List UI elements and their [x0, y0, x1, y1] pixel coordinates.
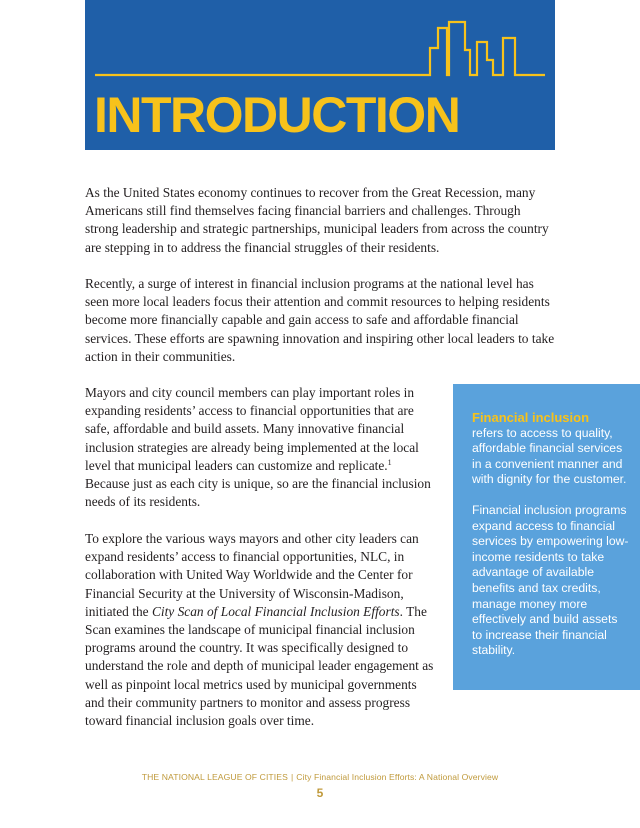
intro-paragraph-4 — [85, 530, 437, 730]
intro-paragraph-1: As the United States economy continues to recover from the Great Recession, many Americans still find themselves facing financial barriers and challenges. Through strong leadership and strategic partnerships, municipal leaders from across the country are stepping in to address the financial struggles of their residents. — [85, 185, 549, 255]
intro-paragraph-3 — [85, 384, 437, 511]
header-banner — [85, 0, 555, 150]
paragraph-3-text: Mayors and city council members can play important roles in expanding residents’ access to financial opportunities that are safe, affordable and build assets. Many innovative financial inclusion strategies are already being implemented at the local level that municipal leaders can customize and replicate. — [85, 385, 419, 473]
footnote-marker: 1 — [387, 457, 392, 467]
paragraph-3-text-continued: Because just as each city is unique, so are the financial inclusion needs of its residents. — [85, 476, 431, 510]
report-title: City Scan of Local Financial Inclusion Efforts — [151, 603, 400, 619]
paragraph-4-text: To explore the various ways mayors and other city leaders can expand residents’ access to financial opportunities, NLC, in collaboration with United Way Worldwide and the Center for Financial Security at the University of Wisconsin-Madison, initiated the — [85, 531, 419, 619]
intro-paragraph-2: Recently, a surge of interest in financial inclusion programs at the national level has seen more local leaders focus their attention and commit resources to helping residents become more financially capable and gain access to safe and affordable financial services. These efforts are spawning innovation and inspiring other local leaders to take action in their communities. — [85, 276, 555, 364]
page-title: INTRODUCTION — [94, 87, 460, 143]
paragraph-4-text-continued: . The Scan examines the landscape of municipal financial inclusion programs around the country. It was specifically designed to understand the role and depth of municipal leader engagement as well as pinpoint local metrics used by municipal governments and their community partners to monitor and assess progress toward financial inclusion goals over time. — [85, 603, 434, 729]
definition-block — [472, 410, 630, 488]
footer-separator: | — [290, 772, 294, 782]
sidebar-paragraph: Financial inclusion programs expand access to financial services by empowering low-income residents to take advantage of available benefits and tax credits, manage money more effectively and build assets to increase their financial stability. — [472, 502, 629, 658]
sidebar-term: Financial inclusion — [472, 410, 590, 425]
page-number: 5 — [316, 786, 324, 800]
footer-org: THE NATIONAL LEAGUE OF CITIES — [141, 772, 288, 782]
sidebar-definition: refers to access to quality, affordable financial services in a convenient manner and with dignity for the customer. — [472, 425, 627, 487]
footer-doc-title: City Financial Inclusion Efforts: A National Overview — [296, 772, 499, 782]
page-footer — [0, 772, 640, 782]
definition-sidebar — [453, 384, 640, 690]
